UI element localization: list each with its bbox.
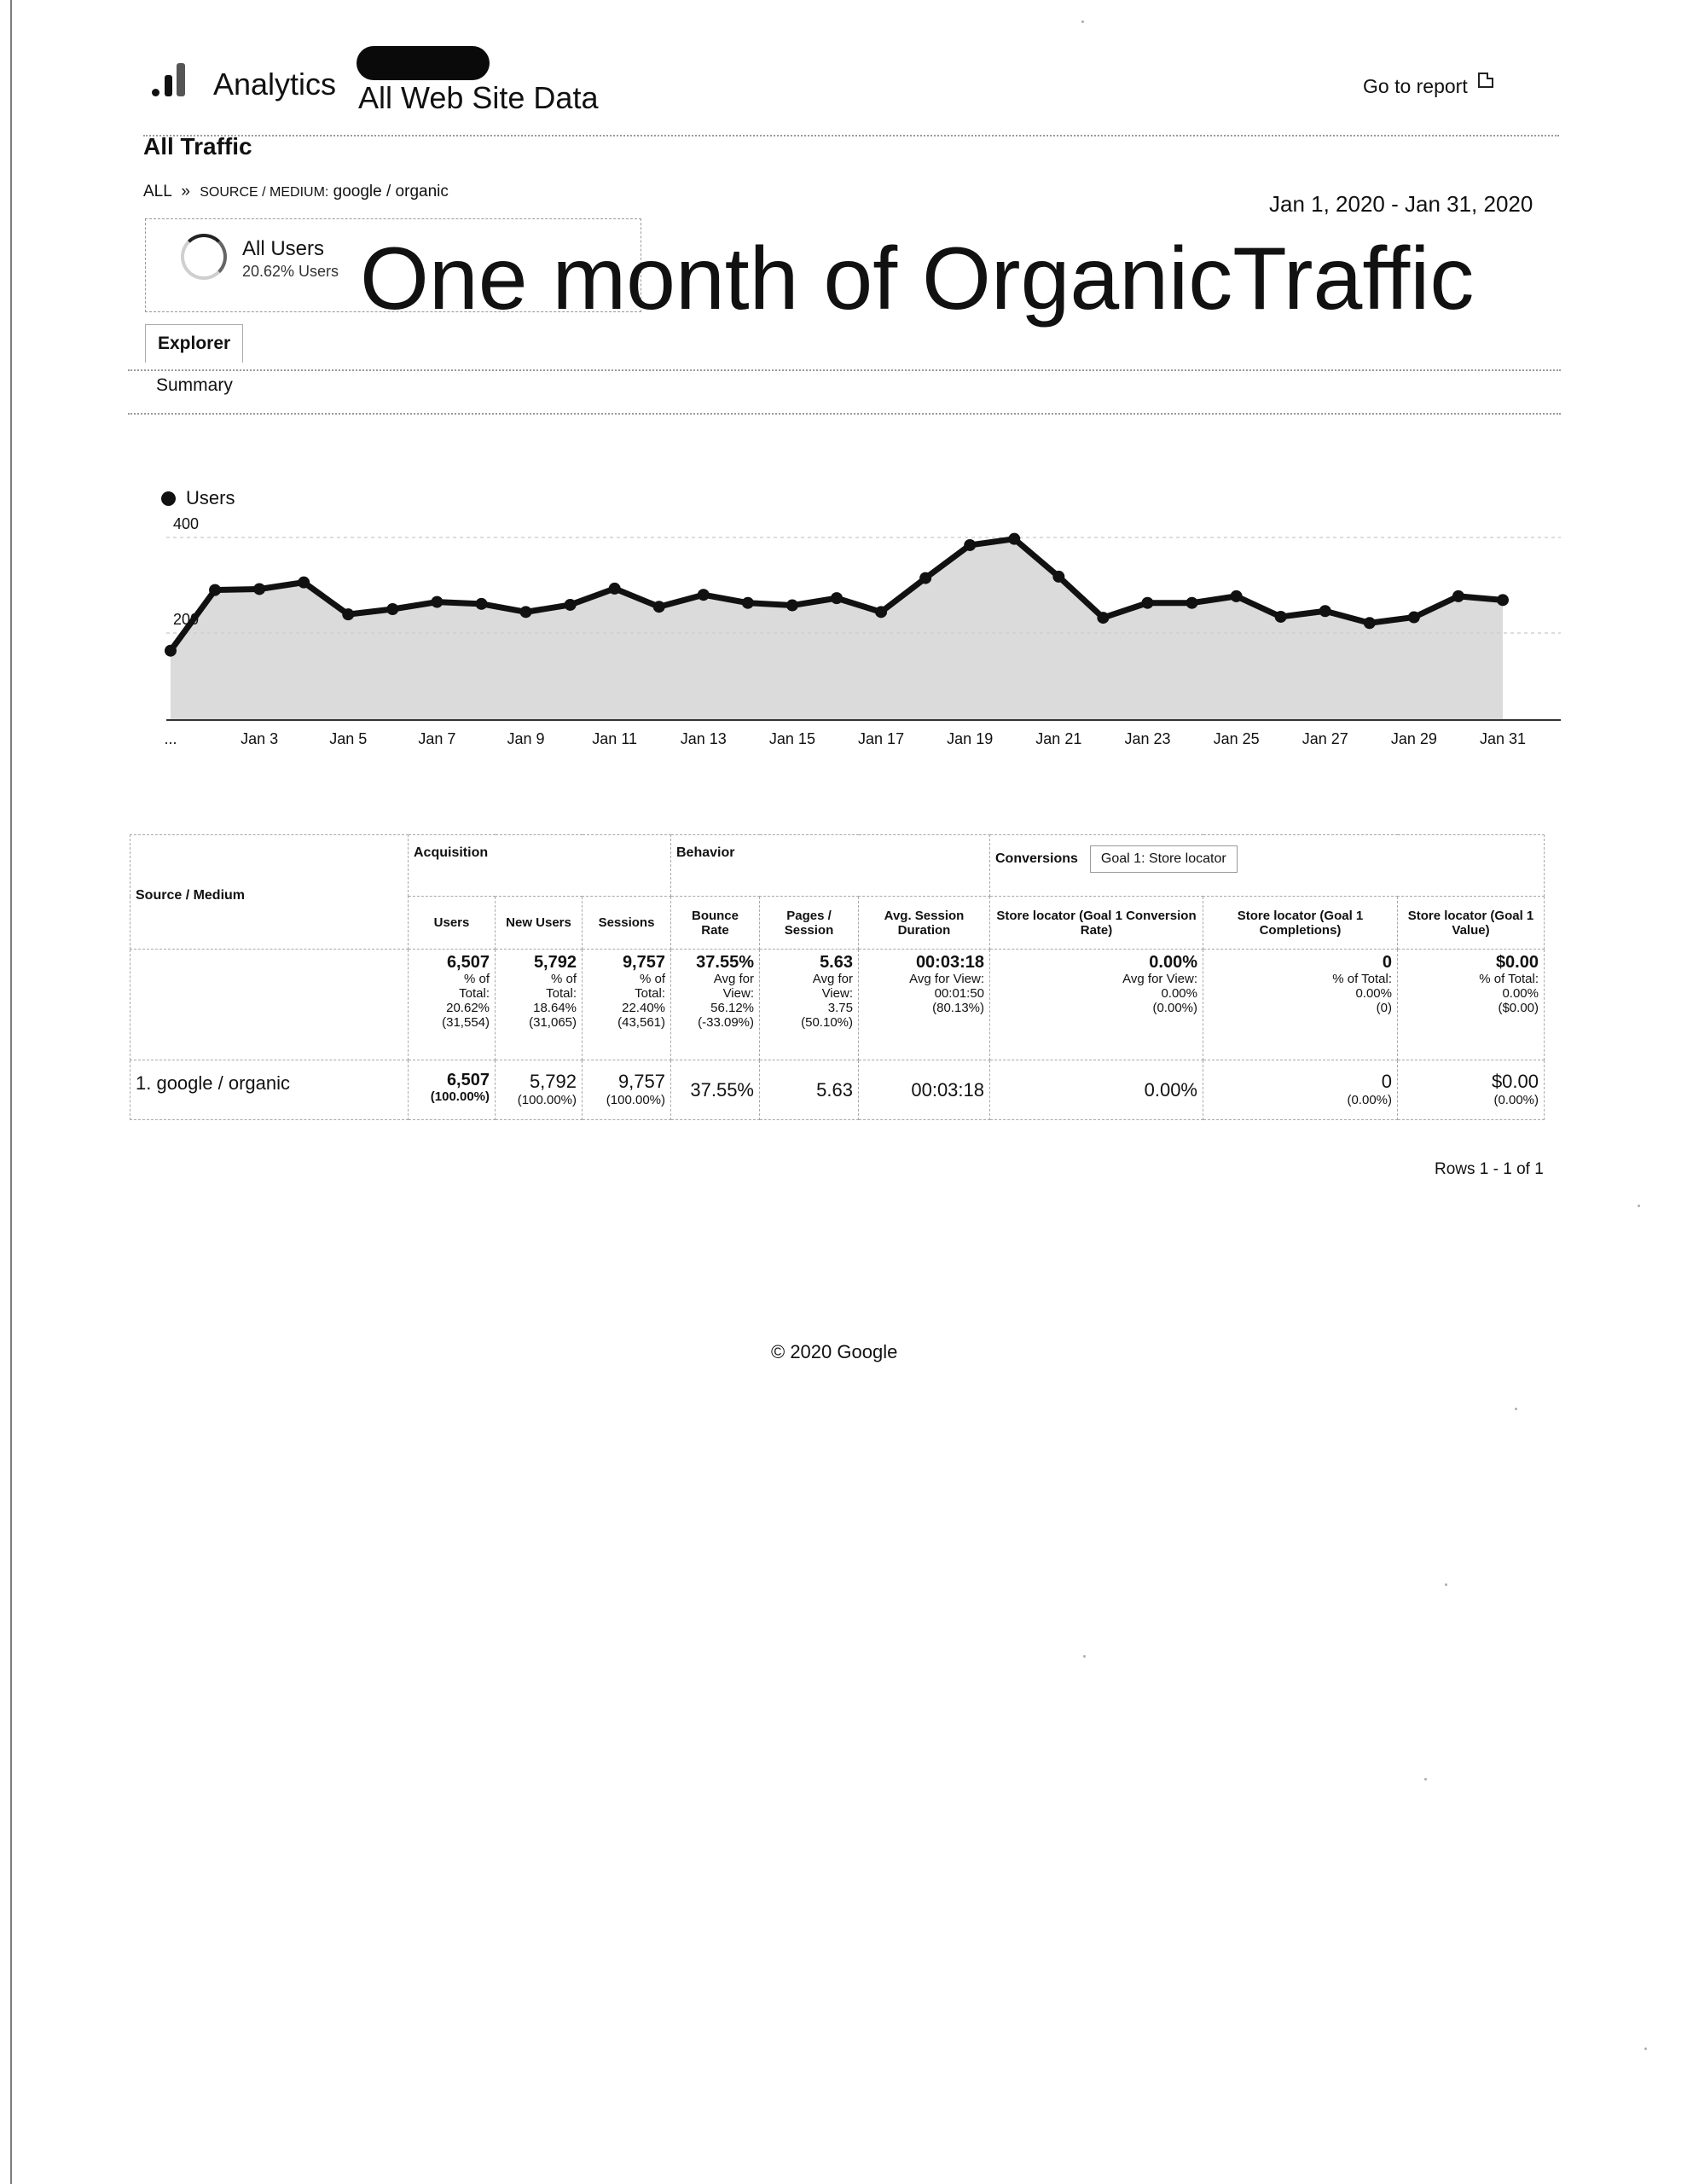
page-title: All Traffic: [143, 133, 252, 160]
breadcrumb-dimension: SOURCE / MEDIUM:: [200, 185, 329, 200]
row-conv-rate: 0.00%: [990, 1060, 1203, 1120]
data-point-jan-27: [1319, 605, 1331, 617]
row-bounce-rate: 37.55%: [671, 1060, 760, 1120]
total-value: $0.00 % of Total: 0.00% ($0.00): [1398, 950, 1545, 1060]
total-sessions: 9,757 % of Total: 22.40% (43,561): [583, 950, 671, 1060]
data-point-jan-4: [298, 577, 310, 589]
data-point-jan-7: [431, 596, 443, 608]
data-point-jan-12: [653, 601, 665, 613]
scan-speck: [1083, 1655, 1086, 1658]
y-tick-label-400: 400: [173, 515, 200, 532]
data-point-jan-14: [742, 597, 754, 609]
segment-subtitle: 20.62% Users: [242, 263, 339, 280]
col-avg-session[interactable]: Avg. Session Duration: [859, 897, 990, 950]
col-completions[interactable]: Store locator (Goal 1 Completions): [1203, 897, 1398, 950]
total-avg-session: 00:03:18 Avg for View: 00:01:50 (80.13%): [859, 950, 990, 1060]
data-point-jan-30: [1452, 590, 1464, 602]
data-point-jan-26: [1275, 611, 1287, 623]
x-tick-label: Jan 5: [329, 730, 368, 747]
row-sessions: 9,757 (100.00%): [583, 1060, 671, 1120]
breadcrumb-value: google / organic: [333, 183, 449, 200]
col-users[interactable]: Users: [409, 897, 496, 950]
x-tick-label: Jan 21: [1035, 730, 1082, 747]
date-range-picker[interactable]: Jan 1, 2020 - Jan 31, 2020: [1269, 191, 1533, 217]
col-value[interactable]: Store locator (Goal 1 Value): [1398, 897, 1545, 950]
traffic-table: [130, 834, 1545, 1120]
row-pages-session: 5.63: [760, 1060, 859, 1120]
data-point-jan-23: [1141, 597, 1153, 609]
totals-label: [130, 950, 409, 1060]
x-tick-label: Jan 25: [1213, 730, 1260, 747]
tab-explorer[interactable]: Explorer: [145, 324, 243, 363]
col-pages-session[interactable]: Pages / Session: [760, 897, 859, 950]
total-bounce-rate: 37.55% Avg for View: 56.12% (-33.09%): [671, 950, 760, 1060]
scan-speck: [1445, 1583, 1447, 1586]
source-medium-header[interactable]: Source / Medium: [130, 835, 409, 950]
overlay-annotation: One month of OrganicTraffic: [360, 229, 1475, 328]
y-tick-label-200: 200: [173, 611, 200, 628]
app-name: Analytics: [213, 67, 337, 102]
data-point-jan-18: [919, 572, 931, 584]
data-point-jan-25: [1231, 590, 1243, 602]
data-point-jan-16: [831, 592, 843, 604]
data-point-jan-21: [1052, 571, 1064, 583]
data-point-jan-10: [565, 599, 577, 611]
behavior-group: Behavior: [671, 835, 990, 897]
x-tick-label: Jan 27: [1301, 730, 1348, 747]
row-completions: 0 (0.00%): [1203, 1060, 1398, 1120]
totals-row: [130, 950, 1545, 1060]
data-point-jan-22: [1097, 612, 1109, 624]
scan-speck: [1638, 1205, 1640, 1207]
data-point-jan-2: [209, 584, 221, 596]
x-tick-label: Jan 19: [947, 730, 994, 747]
data-point-jan-29: [1408, 612, 1420, 624]
breadcrumb-separator: »: [181, 183, 190, 200]
legend-users-label: Users: [186, 487, 235, 508]
rows-count: Rows 1 - 1 of 1: [1435, 1160, 1544, 1178]
table-row[interactable]: [130, 1060, 1545, 1120]
scan-speck: [1081, 20, 1084, 23]
col-new-users[interactable]: New Users: [496, 897, 583, 950]
data-point-jan-15: [786, 600, 798, 612]
data-point-jan-11: [609, 583, 621, 595]
data-point-jan-3: [253, 583, 265, 595]
data-point-jan-17: [875, 606, 887, 618]
copyright-footer: © 2020 Google: [771, 1341, 898, 1362]
users-area: [171, 539, 1503, 720]
data-point-jan-13: [698, 589, 710, 601]
col-conv-rate[interactable]: Store locator (Goal 1 Conversion Rate): [990, 897, 1203, 950]
row-value: $0.00 (0.00%): [1398, 1060, 1545, 1120]
segment-title: All Users: [242, 237, 325, 260]
conversions-group: [990, 835, 1545, 897]
x-tick-label: Jan 13: [680, 730, 727, 747]
property-name[interactable]: All Web Site Data: [358, 80, 599, 115]
total-conv-rate: 0.00% Avg for View: 0.00% (0.00%): [990, 950, 1203, 1060]
go-to-report-label: Go to report: [1363, 75, 1468, 97]
total-users: 6,507 % of Total: 20.62% (31,554): [409, 950, 496, 1060]
data-point-jan-5: [342, 608, 354, 620]
data-point-jan-8: [475, 598, 487, 610]
data-point-jan-6: [386, 603, 398, 615]
data-point-jan-28: [1364, 617, 1376, 629]
data-point-jan-24: [1186, 597, 1198, 609]
x-tick-label: Jan 11: [592, 730, 638, 747]
total-pages-session: 5.63 Avg for View: 3.75 (50.10%): [760, 950, 859, 1060]
x-tick-label: Jan 9: [507, 730, 545, 747]
scan-speck: [1424, 1778, 1427, 1780]
row-new-users: 5,792 (100.00%): [496, 1060, 583, 1120]
x-tick-label: ...: [164, 730, 177, 747]
tab-summary[interactable]: Summary: [156, 375, 233, 395]
col-sessions[interactable]: Sessions: [583, 897, 671, 950]
total-new-users: 5,792 % of Total: 18.64% (31,065): [496, 950, 583, 1060]
row-source-medium[interactable]: 1. google / organic: [130, 1060, 409, 1120]
scan-speck: [1515, 1408, 1517, 1410]
scan-speck: [1644, 2048, 1647, 2050]
data-point-jan-31: [1497, 594, 1509, 606]
x-tick-label: Jan 17: [858, 730, 905, 747]
data-point-jan-9: [520, 606, 532, 618]
data-point-jan-20: [1008, 533, 1020, 545]
col-bounce-rate[interactable]: Bounce Rate: [671, 897, 760, 950]
data-point-jan-19: [964, 539, 976, 551]
total-completions: 0 % of Total: 0.00% (0): [1203, 950, 1398, 1060]
row-avg-session: 00:03:18: [859, 1060, 990, 1120]
x-tick-label: Jan 15: [768, 730, 815, 747]
goal-select[interactable]: Goal 1: Store locator: [1090, 845, 1238, 873]
breadcrumb-all[interactable]: ALL: [143, 183, 172, 200]
data-point-jan-1: [165, 645, 177, 657]
acquisition-group: Acquisition: [409, 835, 671, 897]
users-line-chart: [0, 0, 1687, 768]
x-tick-label: Jan 29: [1390, 730, 1437, 747]
x-tick-label: Jan 23: [1124, 730, 1171, 747]
x-tick-label: Jan 7: [418, 730, 456, 747]
row-users: 6,507 (100.00%): [409, 1060, 496, 1120]
x-tick-label: Jan 31: [1479, 730, 1527, 747]
conversions-label: Conversions: [995, 851, 1078, 866]
x-tick-label: Jan 3: [241, 730, 279, 747]
